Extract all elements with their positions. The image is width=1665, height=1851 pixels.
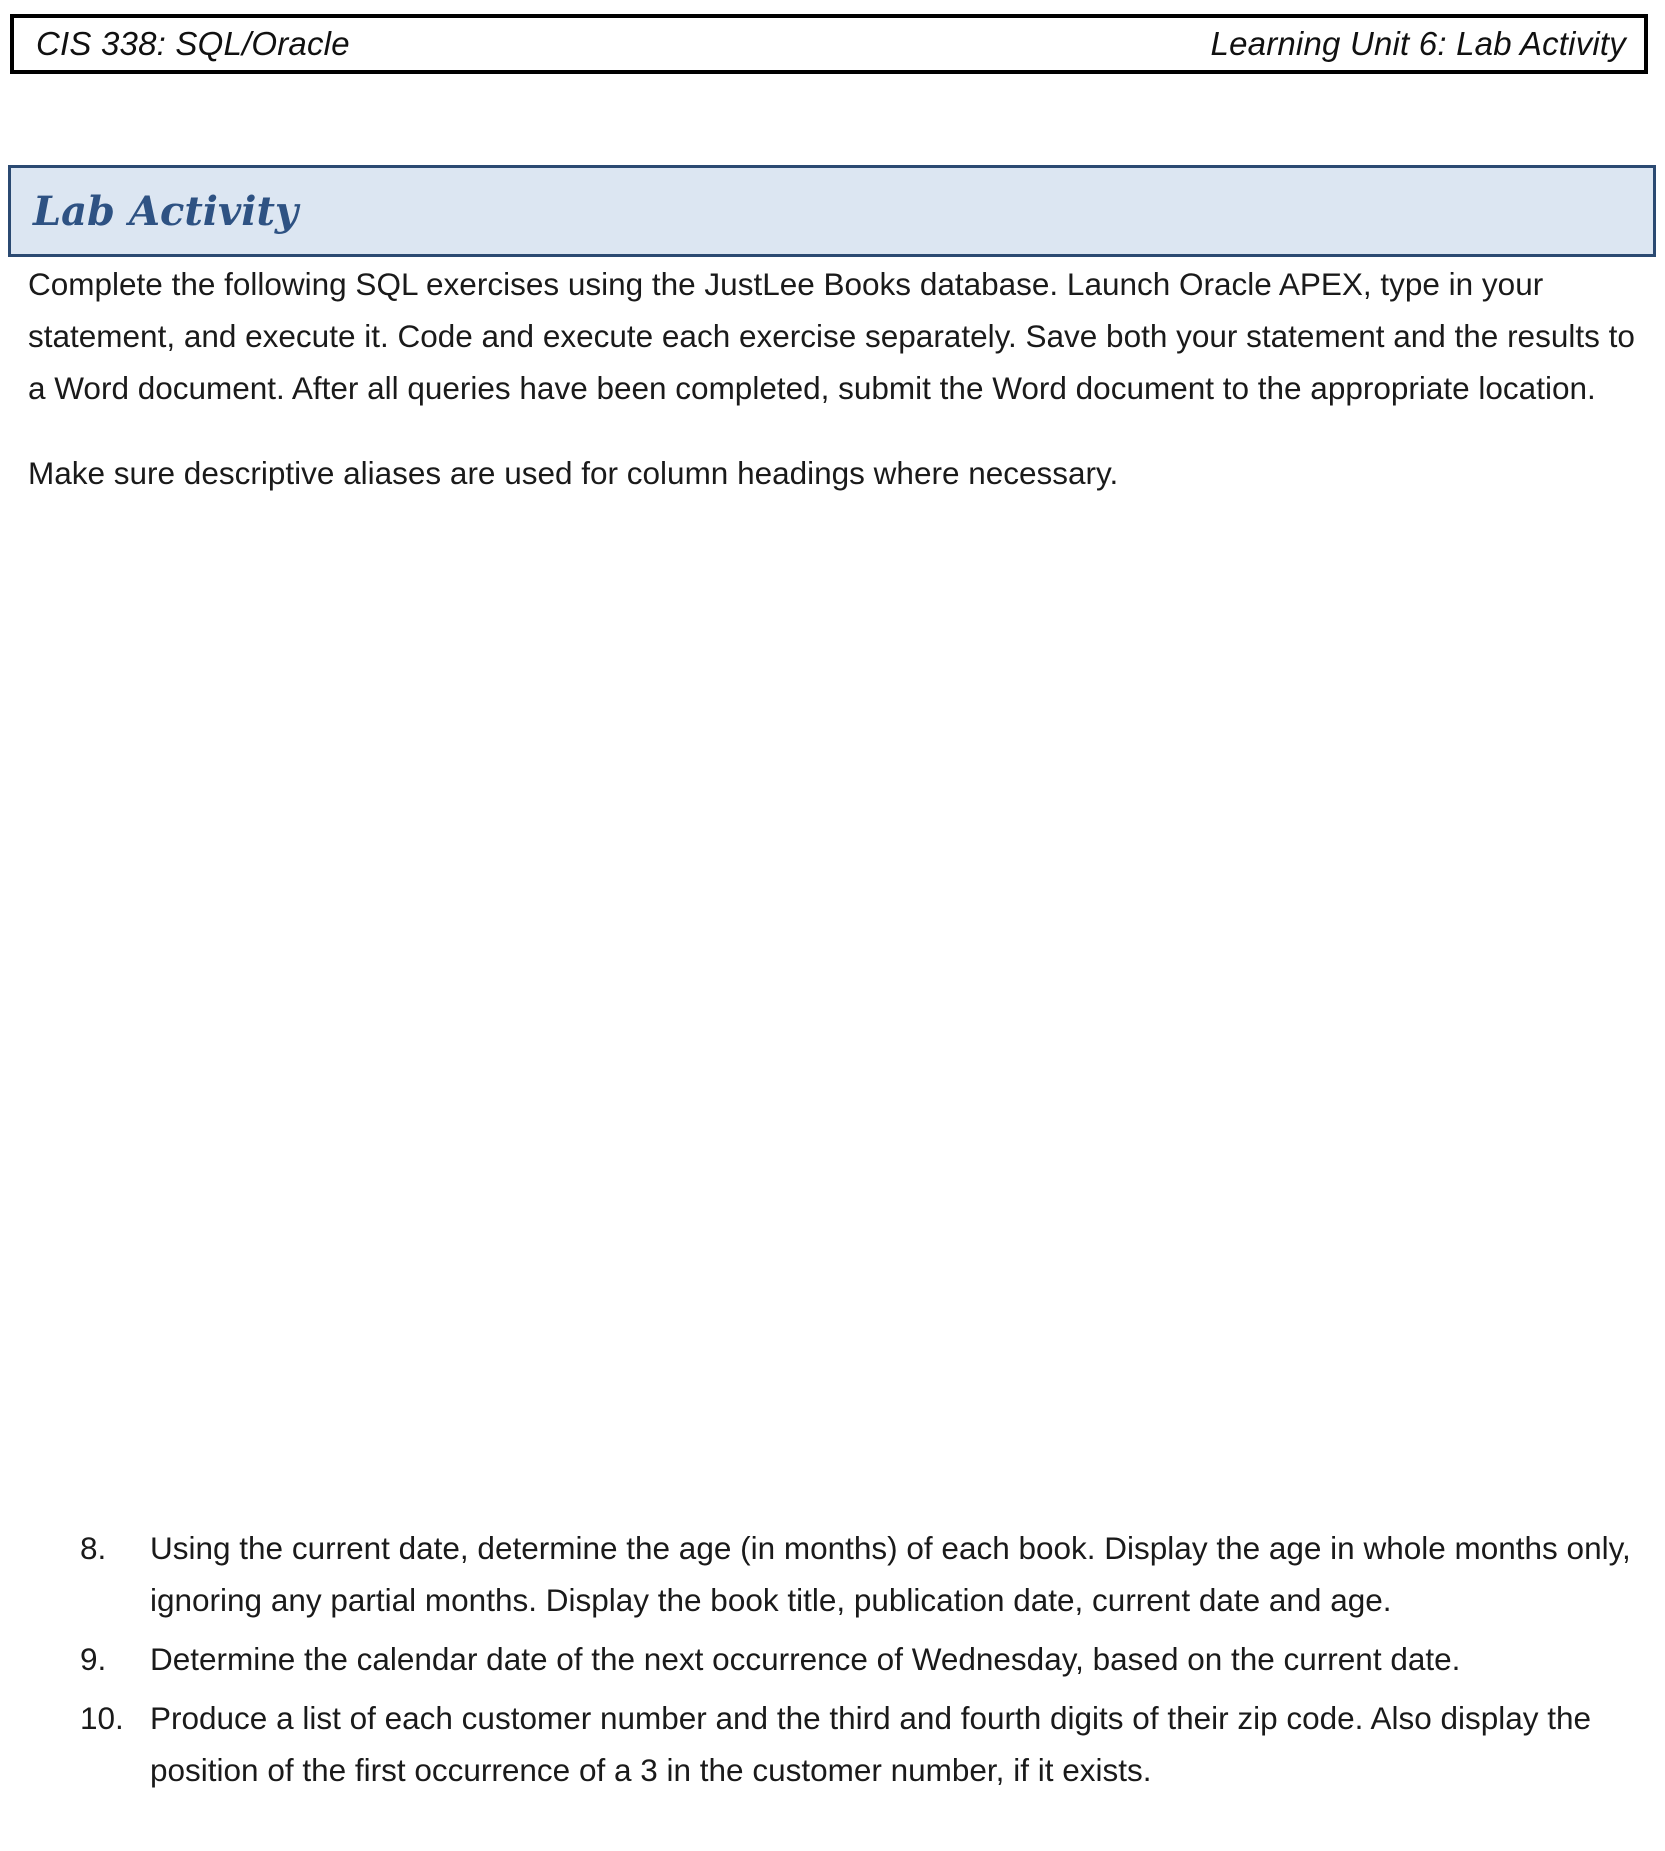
exercise-list xyxy=(80,1522,1640,1803)
exercise-number: 9. xyxy=(80,1641,107,1677)
exercise-item xyxy=(80,1522,1640,1626)
course-title: CIS 338: SQL/Oracle xyxy=(36,25,350,62)
exercise-text: Using the current date, determine the age (in months) of each book. Display the age in whole months only, ignoring any partial months. Display the book title, publication date, current date and age. xyxy=(150,1530,1631,1618)
instructions-paragraph: Complete the following SQL exercises using the JustLee Books database. Launch Oracle APEX, type in your statement, and execute it. Code and execute each exercise separately. Save both your statement and the results to a Word document. After all queries have been completed, submit the Word document to the appropriate location. xyxy=(28,266,1635,406)
section-heading-box xyxy=(8,165,1656,257)
exercise-item xyxy=(80,1633,1640,1685)
exercise-number: 10. xyxy=(80,1700,124,1736)
exercise-text: Determine the calendar date of the next occurrence of Wednesday, based on the current date. xyxy=(150,1641,1461,1677)
exercise-item xyxy=(80,1692,1640,1796)
section-title: Lab Activity xyxy=(33,187,299,235)
page-header xyxy=(10,14,1648,74)
aliases-note: Make sure descriptive aliases are used for column headings where necessary. xyxy=(28,455,1119,491)
exercise-text: Produce a list of each customer number and the third and fourth digits of their zip code. Also display the position of the first occurrence of a 3 in the customer number, if it exists. xyxy=(150,1700,1592,1788)
unit-title: Learning Unit 6: Lab Activity xyxy=(1210,25,1626,62)
instructions xyxy=(28,258,1638,532)
exercise-number: 8. xyxy=(80,1530,107,1566)
